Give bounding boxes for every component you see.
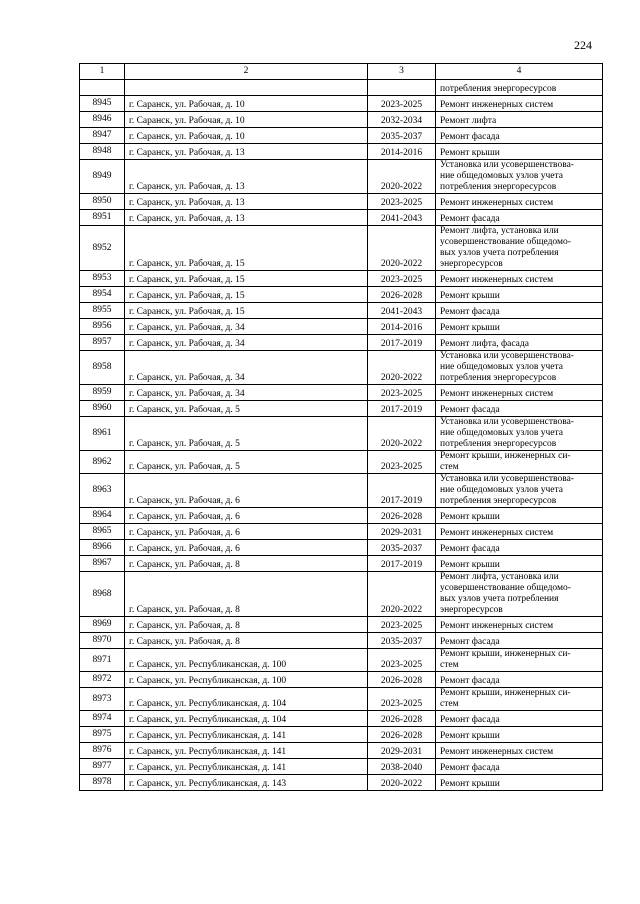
row-work-type: Ремонт крыши: [436, 775, 603, 791]
row-address: г. Саранск, ул. Республиканская, д. 104: [125, 688, 368, 711]
row-period: 2026-2028: [368, 508, 436, 524]
row-period: 2020-2022: [368, 417, 436, 451]
row-number: [80, 80, 125, 96]
row-work-type: Ремонт инженерных систем: [436, 743, 603, 759]
header-col-number: 1: [80, 64, 125, 80]
row-work-type: Ремонт крыши, инженерных си- стем: [436, 649, 603, 672]
table-row: [80, 271, 603, 287]
row-work-type: Ремонт крыши: [436, 319, 603, 335]
row-address: г. Саранск, ул. Рабочая, д. 6: [125, 474, 368, 508]
row-period: 2026-2028: [368, 727, 436, 743]
row-work-type: Ремонт инженерных систем: [436, 385, 603, 401]
row-period: 2020-2022: [368, 226, 436, 271]
row-work-type: Ремонт крыши: [436, 727, 603, 743]
row-work-type: Ремонт инженерных систем: [436, 194, 603, 210]
row-number: 8968: [80, 572, 125, 617]
row-number: 8967: [80, 556, 125, 572]
row-period: 2017-2019: [368, 401, 436, 417]
row-address: г. Саранск, ул. Рабочая, д. 6: [125, 524, 368, 540]
table-row: [80, 128, 603, 144]
row-address: г. Саранск, ул. Республиканская, д. 141: [125, 759, 368, 775]
row-work-type: потребления энергоресурсов: [436, 80, 603, 96]
row-address: г. Саранск, ул. Рабочая, д. 34: [125, 335, 368, 351]
table-row: [80, 401, 603, 417]
table-row: [80, 556, 603, 572]
row-address: г. Саранск, ул. Рабочая, д. 15: [125, 303, 368, 319]
row-work-type: Ремонт крыши: [436, 508, 603, 524]
page-number: 224: [574, 38, 592, 52]
row-number: 8969: [80, 617, 125, 633]
table-row: [80, 160, 603, 194]
table-row: [80, 194, 603, 210]
table-row: [80, 351, 603, 385]
row-address: г. Саранск, ул. Рабочая, д. 15: [125, 226, 368, 271]
row-work-type: Установка или усовершенствова- ние общедомовых узлов учета потребления энергоресурсов: [436, 351, 603, 385]
row-period: 2035-2037: [368, 128, 436, 144]
table-row: [80, 688, 603, 711]
row-number: 8953: [80, 271, 125, 287]
row-address: г. Саранск, ул. Рабочая, д. 6: [125, 508, 368, 524]
header-col-address: 2: [125, 64, 368, 80]
row-period: 2020-2022: [368, 351, 436, 385]
row-period: 2026-2028: [368, 672, 436, 688]
row-number: 8945: [80, 96, 125, 112]
row-address: [125, 80, 368, 96]
row-number: 8964: [80, 508, 125, 524]
header-col-work: 4: [436, 64, 603, 80]
row-number: 8960: [80, 401, 125, 417]
row-number: 8977: [80, 759, 125, 775]
row-work-type: Ремонт фасада: [436, 401, 603, 417]
row-work-type: Ремонт фасада: [436, 128, 603, 144]
row-number: 8955: [80, 303, 125, 319]
table-row: [80, 743, 603, 759]
row-address: г. Саранск, ул. Рабочая, д. 34: [125, 351, 368, 385]
row-work-type: Ремонт фасада: [436, 540, 603, 556]
table-row: [80, 759, 603, 775]
row-work-type: Ремонт крыши: [436, 144, 603, 160]
row-period: 2023-2025: [368, 617, 436, 633]
row-address: г. Саранск, ул. Рабочая, д. 5: [125, 451, 368, 474]
row-number: 8958: [80, 351, 125, 385]
table-row: [80, 540, 603, 556]
row-work-type: Ремонт крыши: [436, 556, 603, 572]
table-row: [80, 210, 603, 226]
row-work-type: Ремонт крыши: [436, 287, 603, 303]
header-col-period: 3: [368, 64, 436, 80]
table-row: [80, 226, 603, 271]
table-row: [80, 303, 603, 319]
row-number: 8975: [80, 727, 125, 743]
row-number: 8956: [80, 319, 125, 335]
row-address: г. Саранск, ул. Рабочая, д. 8: [125, 572, 368, 617]
row-work-type: Ремонт фасада: [436, 633, 603, 649]
row-address: г. Саранск, ул. Республиканская, д. 141: [125, 743, 368, 759]
row-work-type: Ремонт крыши, инженерных си- стем: [436, 451, 603, 474]
row-work-type: Ремонт фасада: [436, 672, 603, 688]
table-row: [80, 80, 603, 96]
row-number: 8978: [80, 775, 125, 791]
row-address: г. Саранск, ул. Рабочая, д. 15: [125, 271, 368, 287]
row-number: 8949: [80, 160, 125, 194]
row-address: г. Саранск, ул. Рабочая, д. 13: [125, 144, 368, 160]
row-number: 8970: [80, 633, 125, 649]
row-number: 8954: [80, 287, 125, 303]
row-period: 2017-2019: [368, 474, 436, 508]
row-address: г. Саранск, ул. Рабочая, д. 8: [125, 556, 368, 572]
row-address: г. Саранск, ул. Рабочая, д. 8: [125, 617, 368, 633]
row-address: г. Саранск, ул. Рабочая, д. 8: [125, 633, 368, 649]
table-row: [80, 319, 603, 335]
row-work-type: Ремонт крыши, инженерных си- стем: [436, 688, 603, 711]
row-number: 8948: [80, 144, 125, 160]
row-period: 2041-2043: [368, 210, 436, 226]
row-address: г. Саранск, ул. Республиканская, д. 104: [125, 711, 368, 727]
row-address: г. Саранск, ул. Республиканская, д. 100: [125, 672, 368, 688]
row-period: 2020-2022: [368, 160, 436, 194]
table-row: [80, 649, 603, 672]
row-period: 2029-2031: [368, 743, 436, 759]
row-period: 2020-2022: [368, 775, 436, 791]
row-period: 2017-2019: [368, 556, 436, 572]
row-address: г. Саранск, ул. Рабочая, д. 10: [125, 112, 368, 128]
row-period: [368, 80, 436, 96]
table-row: [80, 112, 603, 128]
row-period: 2023-2025: [368, 688, 436, 711]
table-row: [80, 508, 603, 524]
row-period: 2023-2025: [368, 385, 436, 401]
table-row: [80, 96, 603, 112]
table-row: [80, 451, 603, 474]
row-number: 8947: [80, 128, 125, 144]
row-work-type: Установка или усовершенствова- ние общедомовых узлов учета потребления энергоресурсов: [436, 474, 603, 508]
row-work-type: Ремонт фасада: [436, 759, 603, 775]
row-address: г. Саранск, ул. Рабочая, д. 5: [125, 417, 368, 451]
row-period: 2023-2025: [368, 271, 436, 287]
header-row: [80, 64, 603, 80]
table-row: [80, 474, 603, 508]
row-period: 2026-2028: [368, 711, 436, 727]
row-work-type: Ремонт инженерных систем: [436, 271, 603, 287]
row-period: 2014-2016: [368, 144, 436, 160]
row-work-type: Ремонт фасада: [436, 303, 603, 319]
row-period: 2023-2025: [368, 96, 436, 112]
row-work-type: Ремонт фасада: [436, 210, 603, 226]
row-work-type: Ремонт лифта, фасада: [436, 335, 603, 351]
row-address: г. Саранск, ул. Рабочая, д. 13: [125, 194, 368, 210]
row-work-type: Установка или усовершенствова- ние общедомовых узлов учета потребления энергоресурсов: [436, 417, 603, 451]
row-number: 8951: [80, 210, 125, 226]
row-period: 2035-2037: [368, 540, 436, 556]
row-number: 8966: [80, 540, 125, 556]
table-row: [80, 144, 603, 160]
row-address: г. Саранск, ул. Рабочая, д. 34: [125, 385, 368, 401]
table-row: [80, 524, 603, 540]
row-period: 2029-2031: [368, 524, 436, 540]
row-period: 2020-2022: [368, 572, 436, 617]
row-work-type: Ремонт лифта, установка или усовершенствование общедомо- вых узлов учета потребления энергоресурсов: [436, 572, 603, 617]
table-row: [80, 775, 603, 791]
row-address: г. Саранск, ул. Республиканская, д. 143: [125, 775, 368, 791]
row-period: 2023-2025: [368, 451, 436, 474]
row-work-type: Ремонт фасада: [436, 711, 603, 727]
row-address: г. Саранск, ул. Рабочая, д. 10: [125, 128, 368, 144]
row-period: 2017-2019: [368, 335, 436, 351]
table-row: [80, 711, 603, 727]
table-row: [80, 385, 603, 401]
table-row: [80, 617, 603, 633]
row-period: 2041-2043: [368, 303, 436, 319]
repair-schedule-table: [79, 63, 603, 791]
table-row: [80, 633, 603, 649]
row-number: 8961: [80, 417, 125, 451]
row-period: 2032-2034: [368, 112, 436, 128]
table-row: [80, 417, 603, 451]
row-number: 8946: [80, 112, 125, 128]
row-number: 8962: [80, 451, 125, 474]
row-work-type: Ремонт лифта: [436, 112, 603, 128]
row-address: г. Саранск, ул. Рабочая, д. 5: [125, 401, 368, 417]
row-address: г. Саранск, ул. Республиканская, д. 100: [125, 649, 368, 672]
row-work-type: Ремонт инженерных систем: [436, 524, 603, 540]
row-number: 8974: [80, 711, 125, 727]
row-number: 8965: [80, 524, 125, 540]
row-address: г. Саранск, ул. Рабочая, д. 13: [125, 210, 368, 226]
table-row: [80, 727, 603, 743]
row-number: 8957: [80, 335, 125, 351]
table-row: [80, 335, 603, 351]
row-number: 8971: [80, 649, 125, 672]
row-address: г. Саранск, ул. Республиканская, д. 141: [125, 727, 368, 743]
row-number: 8973: [80, 688, 125, 711]
row-address: г. Саранск, ул. Рабочая, д. 13: [125, 160, 368, 194]
row-period: 2038-2040: [368, 759, 436, 775]
row-period: 2035-2037: [368, 633, 436, 649]
table-row: [80, 287, 603, 303]
row-period: 2026-2028: [368, 287, 436, 303]
row-work-type: Установка или усовершенствова- ние общедомовых узлов учета потребления энергоресурсов: [436, 160, 603, 194]
row-number: 8952: [80, 226, 125, 271]
row-number: 8963: [80, 474, 125, 508]
row-number: 8972: [80, 672, 125, 688]
row-number: 8976: [80, 743, 125, 759]
row-number: 8950: [80, 194, 125, 210]
row-address: г. Саранск, ул. Рабочая, д. 34: [125, 319, 368, 335]
row-work-type: Ремонт инженерных систем: [436, 617, 603, 633]
row-address: г. Саранск, ул. Рабочая, д. 15: [125, 287, 368, 303]
row-number: 8959: [80, 385, 125, 401]
row-period: 2023-2025: [368, 194, 436, 210]
row-period: 2023-2025: [368, 649, 436, 672]
row-work-type: Ремонт лифта, установка или усовершенствование общедомо- вых узлов учета потребления энергоресурсов: [436, 226, 603, 271]
table-row: [80, 672, 603, 688]
row-address: г. Саранск, ул. Рабочая, д. 6: [125, 540, 368, 556]
row-period: 2014-2016: [368, 319, 436, 335]
table-row: [80, 572, 603, 617]
row-address: г. Саранск, ул. Рабочая, д. 10: [125, 96, 368, 112]
row-work-type: Ремонт инженерных систем: [436, 96, 603, 112]
